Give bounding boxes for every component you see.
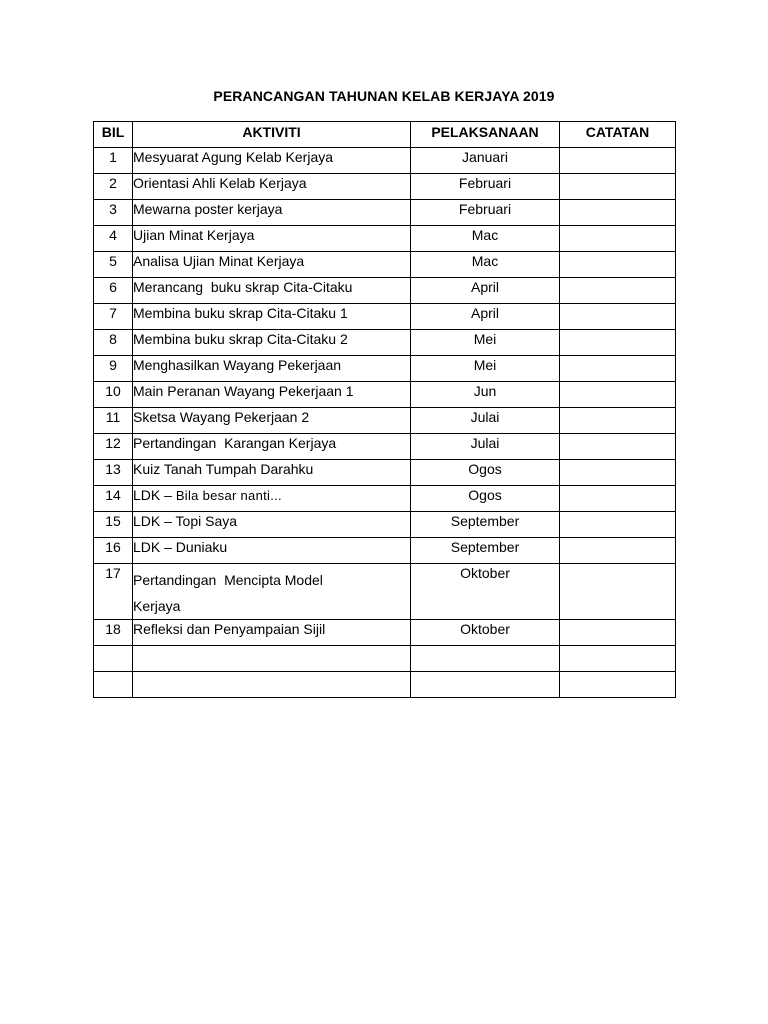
aktiviti-prefix: LDK – [133, 487, 176, 503]
cell-aktiviti: Main Peranan Wayang Pekerjaan 1 [133, 382, 411, 408]
empty-table-row [94, 646, 676, 672]
cell-pelaksanaan: April [411, 278, 560, 304]
table-row [94, 356, 676, 382]
table-row [94, 252, 676, 278]
activity-table [93, 121, 676, 698]
cell-bil: 18 [94, 620, 133, 646]
table-row [94, 200, 676, 226]
cell-bil: 12 [94, 434, 133, 460]
table-row [94, 226, 676, 252]
cell-aktiviti: Menghasilkan Wayang Pekerjaan [133, 356, 411, 382]
cell-catatan [560, 174, 676, 200]
cell-catatan [560, 382, 676, 408]
cell-pelaksanaan: Mac [411, 252, 560, 278]
empty-table-row [94, 672, 676, 698]
cell-catatan [560, 356, 676, 382]
cell-bil: 3 [94, 200, 133, 226]
cell-pelaksanaan: Januari [411, 148, 560, 174]
cell-pelaksanaan: Ogos [411, 486, 560, 512]
cell-catatan [560, 148, 676, 174]
cell-pelaksanaan: Julai [411, 434, 560, 460]
column-header-catatan: CATATAN [560, 122, 676, 148]
aktiviti-suffix: Bila besar nanti... [175, 488, 282, 503]
cell-pelaksanaan [411, 672, 560, 698]
table-row [94, 460, 676, 486]
cell-bil: 11 [94, 408, 133, 434]
cell-bil: 6 [94, 278, 133, 304]
cell-bil [94, 672, 133, 698]
cell-aktiviti: Ujian Minat Kerjaya [133, 226, 411, 252]
cell-aktiviti: Analisa Ujian Minat Kerjaya [133, 252, 411, 278]
cell-aktiviti: Mesyuarat Agung Kelab Kerjaya [133, 148, 411, 174]
cell-pelaksanaan: Oktober [411, 620, 560, 646]
cell-aktiviti: LDK – Duniaku [133, 538, 411, 564]
cell-catatan [560, 646, 676, 672]
cell-pelaksanaan: Februari [411, 174, 560, 200]
cell-catatan [560, 252, 676, 278]
table-row [94, 486, 676, 512]
table-row [94, 434, 676, 460]
cell-catatan [560, 512, 676, 538]
cell-bil [94, 646, 133, 672]
cell-catatan [560, 620, 676, 646]
cell-catatan [560, 538, 676, 564]
table-row [94, 564, 676, 620]
table-row [94, 330, 676, 356]
cell-bil: 10 [94, 382, 133, 408]
cell-bil: 5 [94, 252, 133, 278]
table-row [94, 620, 676, 646]
cell-pelaksanaan [411, 646, 560, 672]
cell-catatan [560, 564, 676, 620]
cell-aktiviti: Kuiz Tanah Tumpah Darahku [133, 460, 411, 486]
table-row [94, 278, 676, 304]
cell-bil: 17 [94, 564, 133, 620]
cell-bil: 14 [94, 486, 133, 512]
cell-pelaksanaan: September [411, 538, 560, 564]
cell-catatan [560, 200, 676, 226]
cell-aktiviti [133, 564, 411, 620]
table-row [94, 382, 676, 408]
cell-catatan [560, 330, 676, 356]
cell-catatan [560, 408, 676, 434]
cell-catatan [560, 434, 676, 460]
cell-pelaksanaan: Julai [411, 408, 560, 434]
cell-aktiviti: Membina buku skrap Cita-Citaku 1 [133, 304, 411, 330]
cell-catatan [560, 304, 676, 330]
cell-aktiviti: Refleksi dan Penyampaian Sijil [133, 620, 411, 646]
cell-aktiviti: LDK – Topi Saya [133, 512, 411, 538]
aktiviti-line-2: Kerjaya [133, 598, 181, 614]
table-row [94, 512, 676, 538]
cell-catatan [560, 460, 676, 486]
cell-aktiviti: Sketsa Wayang Pekerjaan 2 [133, 408, 411, 434]
column-header-pelaksanaan: PELAKSANAAN [411, 122, 560, 148]
cell-aktiviti: Orientasi Ahli Kelab Kerjaya [133, 174, 411, 200]
cell-pelaksanaan: Ogos [411, 460, 560, 486]
cell-pelaksanaan: Mei [411, 330, 560, 356]
table-header-row [94, 122, 676, 148]
cell-aktiviti [133, 486, 411, 512]
cell-aktiviti [133, 646, 411, 672]
cell-bil: 15 [94, 512, 133, 538]
cell-catatan [560, 226, 676, 252]
cell-pelaksanaan: Mac [411, 226, 560, 252]
table-row [94, 148, 676, 174]
column-header-aktiviti: AKTIVITI [133, 122, 411, 148]
table-row [94, 408, 676, 434]
cell-pelaksanaan: April [411, 304, 560, 330]
cell-pelaksanaan: Mei [411, 356, 560, 382]
cell-bil: 7 [94, 304, 133, 330]
cell-pelaksanaan: September [411, 512, 560, 538]
cell-bil: 4 [94, 226, 133, 252]
cell-bil: 2 [94, 174, 133, 200]
table-row [94, 174, 676, 200]
table-row [94, 304, 676, 330]
cell-catatan [560, 672, 676, 698]
cell-aktiviti: Merancang buku skrap Cita-Citaku [133, 278, 411, 304]
column-header-bil: BIL [94, 122, 133, 148]
cell-bil: 1 [94, 148, 133, 174]
cell-catatan [560, 486, 676, 512]
cell-bil: 9 [94, 356, 133, 382]
cell-bil: 16 [94, 538, 133, 564]
cell-aktiviti: Mewarna poster kerjaya [133, 200, 411, 226]
cell-aktiviti: Pertandingan Karangan Kerjaya [133, 434, 411, 460]
aktiviti-line-1: Pertandingan Mencipta Model [133, 572, 323, 588]
cell-pelaksanaan: Jun [411, 382, 560, 408]
cell-catatan [560, 278, 676, 304]
table-row [94, 538, 676, 564]
cell-bil: 13 [94, 460, 133, 486]
cell-pelaksanaan: Februari [411, 200, 560, 226]
cell-bil: 8 [94, 330, 133, 356]
cell-aktiviti [133, 672, 411, 698]
cell-aktiviti: Membina buku skrap Cita-Citaku 2 [133, 330, 411, 356]
cell-pelaksanaan: Oktober [411, 564, 560, 620]
page-title: PERANCANGAN TAHUNAN KELAB KERJAYA 2019 [213, 88, 555, 104]
